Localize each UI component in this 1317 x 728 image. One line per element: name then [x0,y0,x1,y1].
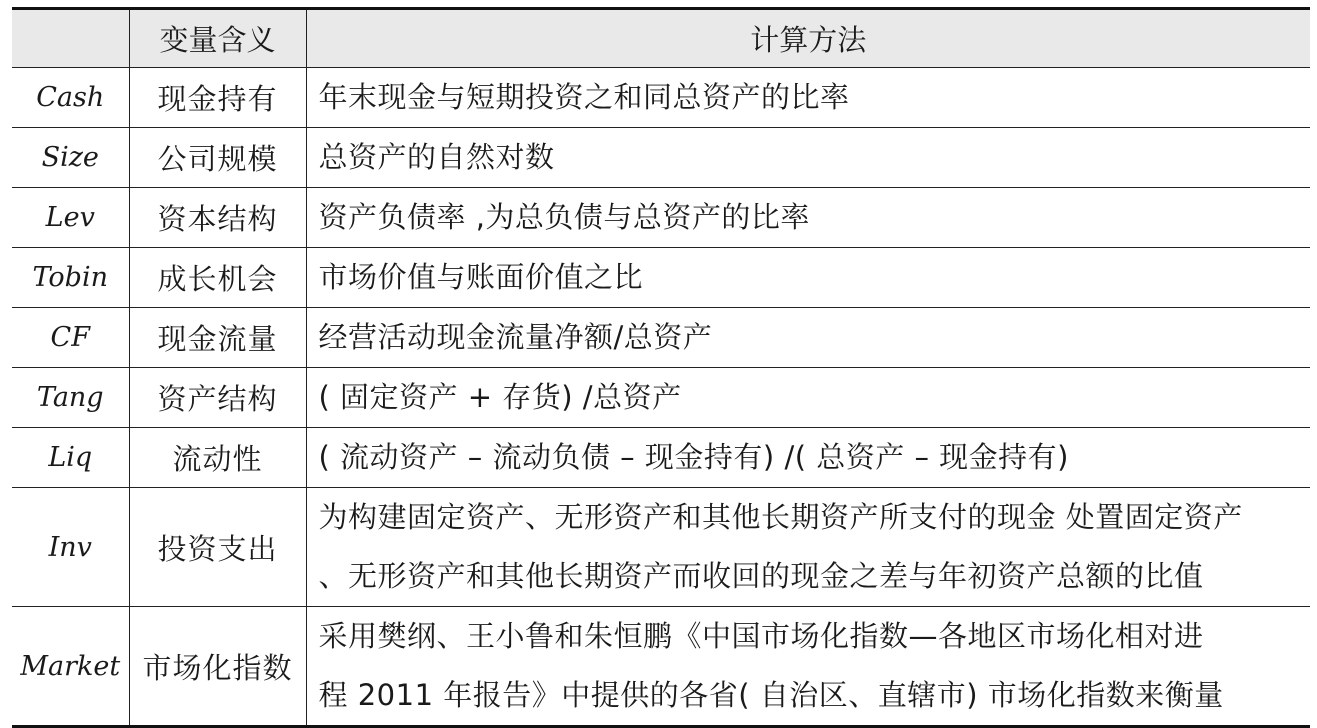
calculation-method [306,368,1310,428]
table-row [12,248,1310,308]
variable-meaning: 资产结构 [129,368,306,428]
table-row [12,428,1310,488]
table-row [12,188,1310,248]
variable-definition-table [12,7,1310,728]
variable-symbol: Lev [12,188,129,248]
method-line: ( 固定资产 + 存货) /总资产 [318,380,682,414]
calculation-method [306,248,1310,308]
table-row [12,607,1310,727]
calculation-method [306,488,1310,607]
variable-symbol: Liq [12,428,129,488]
calculation-method [306,428,1310,488]
variable-symbol: Tobin [12,248,129,308]
variable-symbol: Market [12,607,129,727]
variable-meaning: 市场化指数 [129,607,306,727]
header-method: 计算方法 [306,9,1310,68]
variable-meaning: 流动性 [129,428,306,488]
calculation-method [306,128,1310,188]
variable-symbol: Size [12,128,129,188]
method-line: 采用樊纲、王小鲁和朱恒鹏《中国市场化指数—各地区市场化相对进 [318,619,1204,653]
method-line: 年末现金与短期投资之和同总资产的比率 [318,80,850,114]
method-line: 市场价值与账面价值之比 [318,260,644,294]
table-row [12,368,1310,428]
calculation-method [306,188,1310,248]
table-row [12,308,1310,368]
method-line: 、无形资产和其他长期资产而收回的现金之差与年初资产总额的比值 [318,559,1204,593]
table-row [12,68,1310,128]
variable-symbol: Cash [12,68,129,128]
header-row [12,9,1310,68]
method-line: 为构建固定资产、无形资产和其他长期资产所支付的现金 处置固定资产 [318,500,1243,534]
variable-meaning: 公司规模 [129,128,306,188]
variable-symbol: Tang [12,368,129,428]
calculation-method [306,607,1310,727]
variable-symbol: CF [12,308,129,368]
method-line: 程 2011 年报告》中提供的各省( 自治区、直辖市) 市场化指数来衡量 [318,678,1224,712]
variable-meaning: 资本结构 [129,188,306,248]
variable-meaning: 现金流量 [129,308,306,368]
calculation-method [306,308,1310,368]
variable-meaning: 现金持有 [129,68,306,128]
method-line: ( 流动资产 – 流动负债 – 现金持有) /( 总资产 – 现金持有) [318,440,1069,474]
calculation-method [306,68,1310,128]
table-row [12,128,1310,188]
variable-meaning: 投资支出 [129,488,306,607]
method-line: 总资产的自然对数 [318,140,555,174]
table-row [12,488,1310,607]
method-line: 资产负债率 ,为总负债与总资产的比率 [318,200,810,234]
method-line: 经营活动现金流量净额/总资产 [318,320,713,354]
header-symbol [12,9,129,68]
variable-meaning: 成长机会 [129,248,306,308]
variable-symbol: Inv [12,488,129,607]
header-meaning: 变量含义 [129,9,306,68]
